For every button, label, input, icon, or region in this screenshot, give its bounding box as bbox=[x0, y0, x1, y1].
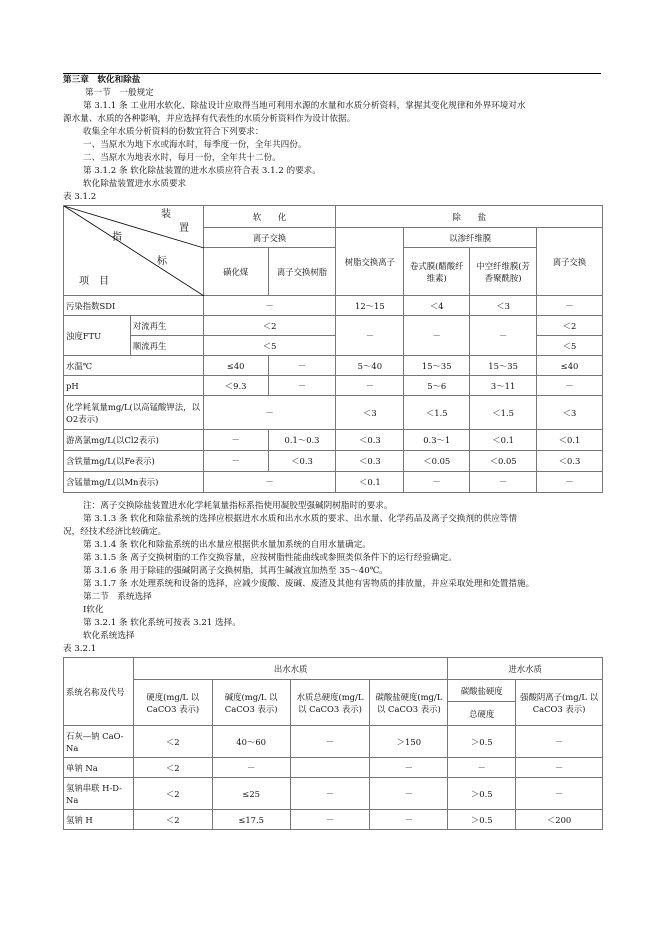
cell: － bbox=[470, 472, 537, 493]
cell: 40～60 bbox=[212, 726, 290, 758]
cell: 3～11 bbox=[470, 376, 537, 396]
cell: 12～15 bbox=[336, 296, 404, 316]
cell: ＜0.3 bbox=[336, 451, 404, 472]
cell: － bbox=[203, 451, 268, 472]
paragraph: 一、当原水为地下水或海水时，每季度一份，全年共四份。 bbox=[83, 140, 307, 150]
cell: ≤25 bbox=[212, 778, 290, 810]
cell: ≤40 bbox=[203, 356, 268, 376]
cell: ＞0.5 bbox=[448, 810, 516, 830]
table-caption: 软化系统选择 bbox=[83, 631, 135, 641]
paragraph: 第 3.1.4 条 软化和除盐系统的出水量应根据供水量加系统的自用水量确定。 bbox=[83, 540, 371, 550]
subsection-heading: Ⅰ软化 bbox=[83, 605, 104, 615]
header-spiral-membrane: 卷式膜(醋酸纤维素) bbox=[404, 248, 470, 296]
header-carbonate-in: 碳酸盐硬度 bbox=[448, 680, 516, 702]
cell: － bbox=[516, 778, 603, 810]
row-name: pH bbox=[64, 376, 204, 396]
row-name: 氢钠串联 H-D-Na bbox=[64, 778, 134, 810]
header-inlet: 进水水质 bbox=[448, 658, 603, 680]
table-row bbox=[64, 316, 603, 336]
paragraph: 第 3.1.3 条 软化和除盐系统的选择应根据进水水质和出水水质的要求、出水量、化学药品及离子交换剂的供应等情 bbox=[83, 514, 517, 524]
header-hollow-membrane: 中空纤维膜(芳香聚酰胺) bbox=[470, 248, 537, 296]
table-row bbox=[64, 296, 603, 316]
paragraph: 第 3.1.7 条 水处理系统和设备的选择，应减少废酸、废碱、废渣及其他有害物质的排放量，并应采取处理和处置措施。 bbox=[83, 579, 535, 589]
header-carbonate-hardness: 碳酸盐硬度(mg/L 以 CaCO3 表示) bbox=[370, 680, 448, 726]
cell bbox=[290, 758, 370, 778]
cell: ＜0.3 bbox=[537, 451, 603, 472]
cell: 15～35 bbox=[404, 356, 470, 376]
row-name: 水温℃ bbox=[64, 356, 204, 376]
row-name: 浊度FTU bbox=[64, 316, 131, 356]
row-name: 单钠 Na bbox=[64, 758, 134, 778]
cell: － bbox=[516, 726, 603, 758]
paragraph: 第 3.1.2 条 软化除盐装置的进水水质应符合表 3.1.2 的要求。 bbox=[83, 166, 321, 176]
cell: － bbox=[370, 778, 448, 810]
header-sulfonated-coal: 磺化煤 bbox=[203, 248, 268, 296]
table-label: 表 3.1.2 bbox=[63, 192, 97, 202]
water-quality-table bbox=[63, 205, 603, 493]
cell: ＜0.05 bbox=[470, 451, 537, 472]
table-note: 注：离子交换除盐装置进水化学耗氧量指标系指使用凝胶型强碱阴树脂时的要求。 bbox=[83, 501, 393, 511]
cell: ≤40 bbox=[537, 356, 603, 376]
cell: ＜2 bbox=[133, 778, 212, 810]
section-heading: 第二节 系统选择 bbox=[83, 592, 152, 602]
cell: ＜5 bbox=[537, 336, 603, 356]
cell: ＜3 bbox=[537, 396, 603, 430]
cell: ＜1.5 bbox=[404, 396, 470, 430]
cell: － bbox=[370, 758, 448, 778]
paragraph: 第 3.1.1 条 工业用水软化、除盐设计应取得当地可利用水源的水量和水质分析资料，掌握其变化规律和外界环境对水 bbox=[83, 101, 526, 111]
cell: － bbox=[203, 430, 268, 451]
diag-label: 项 目 bbox=[79, 276, 109, 287]
paragraph: 第 3.1.5 条 离子交换树脂的工作交换容量，应按树脂性能曲线或参照类似条件下的运行经验确定。 bbox=[83, 553, 457, 563]
row-name: 石灰—钠 CaO-Na bbox=[64, 726, 134, 758]
cell: － bbox=[537, 296, 603, 316]
cell: ＜3 bbox=[336, 396, 404, 430]
paragraph: 况，经技术经济比较确定。 bbox=[63, 527, 167, 537]
cell: ＜3 bbox=[470, 296, 537, 316]
cell: ＜5 bbox=[203, 336, 336, 356]
cell: － bbox=[290, 810, 370, 830]
cell: － bbox=[212, 758, 290, 778]
table-row bbox=[64, 376, 603, 396]
cell: ＜200 bbox=[516, 810, 603, 830]
header-strong-anion: 强酸阴离子(mg/L 以 CaCO3 表示) bbox=[516, 680, 603, 726]
cell: － bbox=[516, 758, 603, 778]
header-alkalinity: 碱度(mg/L 以 CaCO3 表示) bbox=[212, 680, 290, 726]
diagonal-header-cell bbox=[64, 206, 204, 296]
row-name: 化学耗氧量mg/L(以高锰酸钾法，以O2表示) bbox=[64, 396, 204, 430]
softening-system-table bbox=[63, 657, 603, 830]
cell: ＜9.3 bbox=[203, 376, 268, 396]
cell: － bbox=[370, 810, 448, 830]
table-label: 表 3.2.1 bbox=[63, 644, 97, 654]
cell: ＜2 bbox=[133, 810, 212, 830]
cell: ＜2 bbox=[133, 758, 212, 778]
cell: － bbox=[404, 472, 470, 493]
row-subname: 对流再生 bbox=[130, 316, 203, 336]
header-hardness: 硬度(mg/L 以 CaCO3 表示) bbox=[133, 680, 212, 726]
row-subname: 顺流再生 bbox=[130, 336, 203, 356]
cell: － bbox=[448, 758, 516, 778]
cell: ＜1.5 bbox=[470, 396, 537, 430]
diag-label: 标 bbox=[157, 256, 167, 267]
chapter-title: 第三章 软化和除盐 bbox=[63, 75, 141, 85]
cell: ＜2 bbox=[133, 726, 212, 758]
diag-label: 指 bbox=[112, 232, 122, 243]
cell: － bbox=[203, 296, 336, 316]
paragraph: 收集全年水质分析资料的份数宜符合下列要求： bbox=[83, 127, 264, 137]
cell: 5～6 bbox=[404, 376, 470, 396]
cell: 0.3～1 bbox=[404, 430, 470, 451]
cell: － bbox=[290, 726, 370, 758]
row-name: 含锰量mg/L(以Mn表示) bbox=[64, 472, 204, 493]
cell: ＞0.5 bbox=[448, 778, 516, 810]
header-resin-exchange: 树脂交换离子 bbox=[336, 228, 404, 296]
header-ion-exchange-2: 离子交换 bbox=[537, 228, 603, 296]
header-total-in: 总硬度 bbox=[448, 702, 516, 726]
cell: ＜0.1 bbox=[537, 430, 603, 451]
cell: － bbox=[268, 376, 336, 396]
cell: ＜2 bbox=[537, 316, 603, 336]
table-row bbox=[64, 396, 603, 430]
diag-label: 装 bbox=[161, 209, 171, 220]
row-name: 污染指数SDI bbox=[64, 296, 204, 316]
cell: － bbox=[336, 316, 404, 356]
header-softening: 软 化 bbox=[203, 206, 336, 228]
paragraph: 第 3.1.6 条 用于除硅的强碱阴离子交换树脂，其再生碱液宜加热至 35～40℃。 bbox=[83, 566, 388, 576]
cell: ＜0.05 bbox=[404, 451, 470, 472]
header-ion-exchange: 离子交换 bbox=[203, 228, 336, 248]
table-caption: 软化除盐装置进水水质要求 bbox=[83, 179, 187, 189]
header-outlet: 出水水质 bbox=[133, 658, 447, 680]
cell: － bbox=[470, 316, 537, 356]
paragraph: 源水量、水质的各种影响，并应选择有代表性的水质分析资料作为设计依据。 bbox=[63, 114, 356, 124]
table-row bbox=[64, 472, 603, 493]
header-ion-resin: 离子交换树脂 bbox=[268, 248, 336, 296]
cell: ＜4 bbox=[404, 296, 470, 316]
diag-label: 置 bbox=[179, 223, 189, 234]
cell: ＜0.3 bbox=[336, 430, 404, 451]
header-membrane: 以渗纤维膜 bbox=[404, 228, 537, 248]
cell: ＜0.1 bbox=[336, 472, 404, 493]
cell: － bbox=[290, 778, 370, 810]
cell: ＜0.1 bbox=[470, 430, 537, 451]
table-row bbox=[64, 758, 603, 778]
cell: － bbox=[203, 472, 336, 493]
cell: ≤17.5 bbox=[212, 810, 290, 830]
paragraph: 二、当原水为地表水时，每月一份，全年共十二份。 bbox=[83, 153, 281, 163]
cell: － bbox=[203, 396, 336, 430]
header-system-name: 系统名称及代号 bbox=[64, 658, 134, 726]
table-row bbox=[64, 356, 603, 376]
table-row bbox=[64, 430, 603, 451]
cell: 15～35 bbox=[470, 356, 537, 376]
cell: 0.1～0.3 bbox=[268, 430, 336, 451]
header-total-hardness: 水质总硬度(mg/L 以 CaCO3 表示) bbox=[290, 680, 370, 726]
cell: ＜2 bbox=[203, 316, 336, 336]
cell: ＞150 bbox=[370, 726, 448, 758]
table-row bbox=[64, 726, 603, 758]
row-name: 游离氯mg/L(以Cl2表示) bbox=[64, 430, 204, 451]
cell: － bbox=[336, 376, 404, 396]
cell: － bbox=[537, 376, 603, 396]
cell: － bbox=[268, 356, 336, 376]
section-heading: 第一节 一般规定 bbox=[85, 88, 154, 98]
table-row bbox=[64, 451, 603, 472]
header-desalination: 除 盐 bbox=[336, 206, 603, 228]
table-row bbox=[64, 778, 603, 810]
cell: 5～40 bbox=[336, 356, 404, 376]
paragraph: 第 3.2.1 条 软化系统可按表 3.21 选择。 bbox=[83, 618, 241, 628]
cell: ＞0.5 bbox=[448, 726, 516, 758]
cell: ＜0.3 bbox=[268, 451, 336, 472]
cell: － bbox=[404, 316, 470, 356]
table-row bbox=[64, 810, 603, 830]
cell: － bbox=[537, 472, 603, 493]
row-name: 含铁量mg/L(以Fe表示) bbox=[64, 451, 204, 472]
row-name: 氢钠 H bbox=[64, 810, 134, 830]
